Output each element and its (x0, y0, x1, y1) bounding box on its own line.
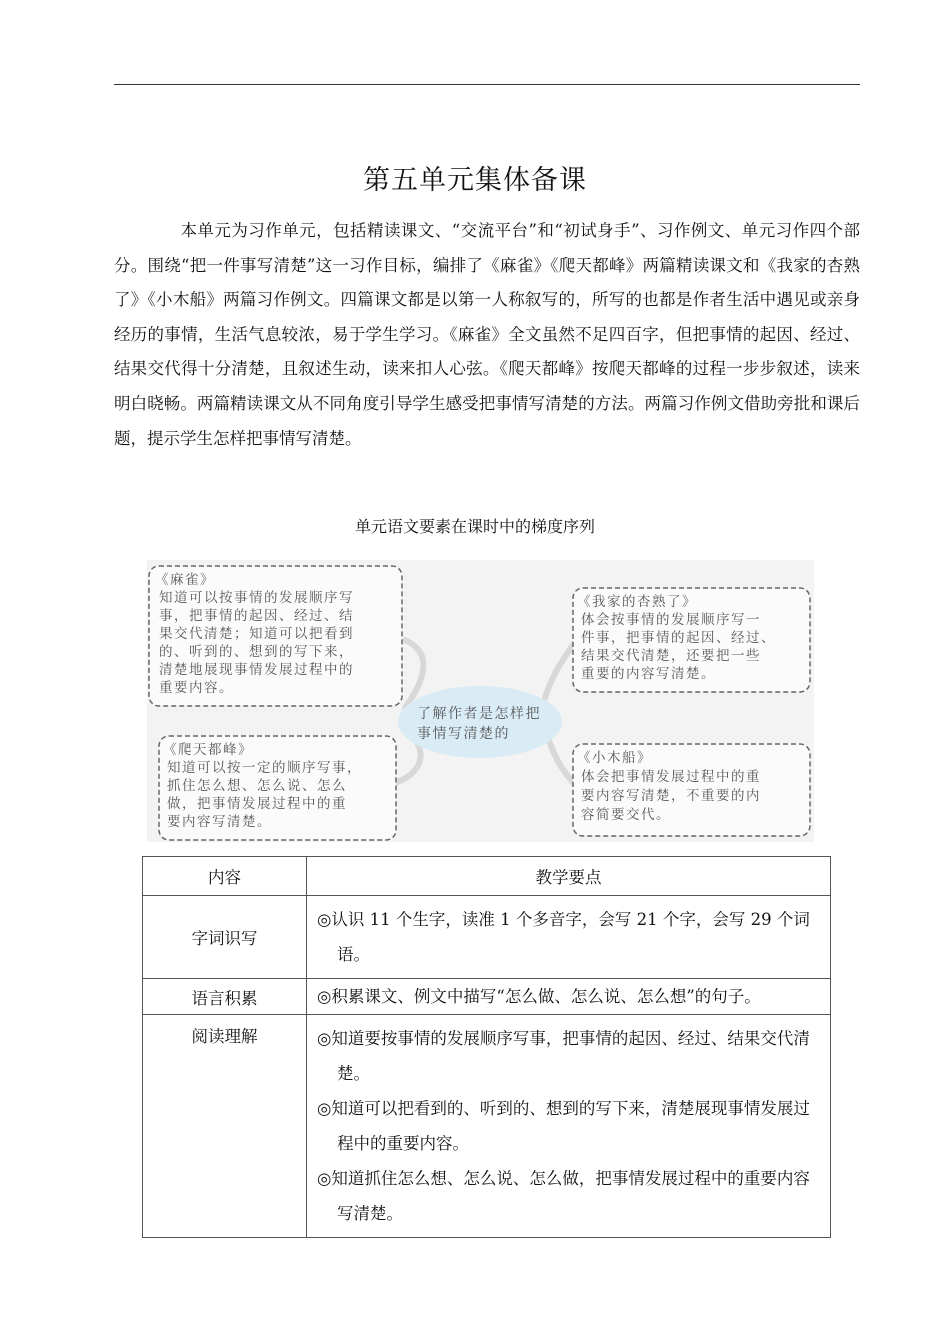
center-line-2: 事情写清楚的 (417, 726, 510, 742)
node-tiandufeng-line-2: 知道可以按一定的顺序写事， (167, 760, 362, 776)
page-title: 第五单元集体备课 (363, 165, 587, 196)
diagram-caption: 单元语文要素在课时中的梯度序列 (354, 517, 595, 536)
node-maque-line-3: 事，把事情的起因、经过、结 (159, 608, 354, 624)
node-maque-line-7: 重要内容。 (159, 680, 234, 696)
table-row (143, 1015, 831, 1238)
node-xiaomuchuan-line-4: 容简要交代。 (581, 807, 671, 823)
node-tiandufeng-line-5: 要内容写清楚。 (167, 814, 272, 830)
teaching-point: ◎积累课文、例文中描写“怎么做、怎么说、怎么想”的句子。 (317, 987, 761, 1006)
node-xiaomuchuan-line-3: 要内容写清楚，不重要的内 (581, 788, 761, 804)
intro-paragraph (114, 214, 860, 456)
teaching-points-table (142, 856, 831, 1238)
node-xingshule-line-1: 《我家的杏熟了》 (577, 594, 697, 610)
node-xingshule-line-4: 结果交代清楚，还要把一些 (581, 648, 761, 664)
table-header-row (143, 857, 831, 896)
header-teaching-points: 教学要点 (307, 857, 831, 896)
center-line-1: 了解作者是怎样把 (417, 706, 541, 722)
teaching-point: ◎知道要按事情的发展顺序写事，把事情的起因、经过、结果交代清楚。 (317, 1029, 810, 1083)
node-xingshule-line-2: 体会按事情的发展顺序写一 (581, 612, 761, 628)
mind-map-diagram (147, 560, 814, 842)
node-maque-line-4: 果交代清楚；知道可以把看到 (159, 626, 354, 642)
row-label: 语言积累 (143, 979, 307, 1015)
teaching-point: ◎知道抓住怎么想、怎么说、怎么做，把事情发展过程中的重要内容写清楚。 (317, 1169, 810, 1223)
row-points (307, 979, 831, 1015)
node-tiandufeng-line-1: 《爬天都峰》 (163, 742, 253, 758)
node-xingshule-line-3: 件事，把事情的起因、经过、 (581, 630, 776, 646)
node-maque-line-6: 清楚地展现事情发展过程中的 (159, 662, 354, 678)
teaching-point: ◎知道可以把看到的、听到的、想到的写下来，清楚展现事情发展过程中的重要内容。 (317, 1099, 810, 1153)
node-xiaomuchuan-line-1: 《小木船》 (577, 750, 652, 766)
node-maque-line-1: 《麻雀》 (155, 572, 215, 588)
center-bubble (398, 686, 562, 758)
row-label: 字词识写 (143, 896, 307, 979)
row-label: 阅读理解 (143, 1015, 307, 1238)
table-row (143, 979, 831, 1015)
node-maque-line-5: 的、听到的、想到的写下来， (159, 644, 354, 660)
node-xiaomuchuan-line-2: 体会把事情发展过程中的重 (581, 769, 761, 785)
node-tiandufeng-line-4: 做，把事情发展过程中的重 (167, 796, 347, 812)
header-rule (114, 84, 860, 85)
node-maque-line-2: 知道可以按事情的发展顺序写 (159, 590, 354, 606)
table-row (143, 896, 831, 979)
row-points (307, 896, 831, 979)
intro-text: 本单元为习作单元，包括精读课文、“交流平台”和“初试身手”、习作例文、单元习作四个部分。围绕“把一件事写清楚”这一习作目标，编排了《麻雀》《爬天都峰》两篇精读课文和《我家的杏熟了》《小木船》两篇习作例文。四篇课文都是以第一人称叙写的，所写的也都是作者生活中遇见或亲身经历的事情，生活气息较浓，易于学生学习。《麻雀》全文虽然不足四百字，但把事情的起因、经过、结果交代得十分清楚，且叙述生动，读来扣人心弦。《爬天都峰》按爬天都峰的过程一步步叙述，读来明白晓畅。两篇精读课文从不同角度引导学生感受把事情写清楚的方法。两篇习作例文借助旁批和课后题，提示学生怎样把事情写清楚。 (114, 221, 860, 448)
teaching-point: ◎认识 11 个生字，读准 1 个多音字，会写 21 个字，会写 29 个词语。 (317, 910, 810, 964)
node-tiandufeng-line-3: 抓住怎么想、怎么说、怎么 (167, 778, 347, 794)
row-points (307, 1015, 831, 1238)
node-xingshule-line-5: 重要的内容写清楚。 (581, 666, 716, 682)
header-content: 内容 (143, 857, 307, 896)
